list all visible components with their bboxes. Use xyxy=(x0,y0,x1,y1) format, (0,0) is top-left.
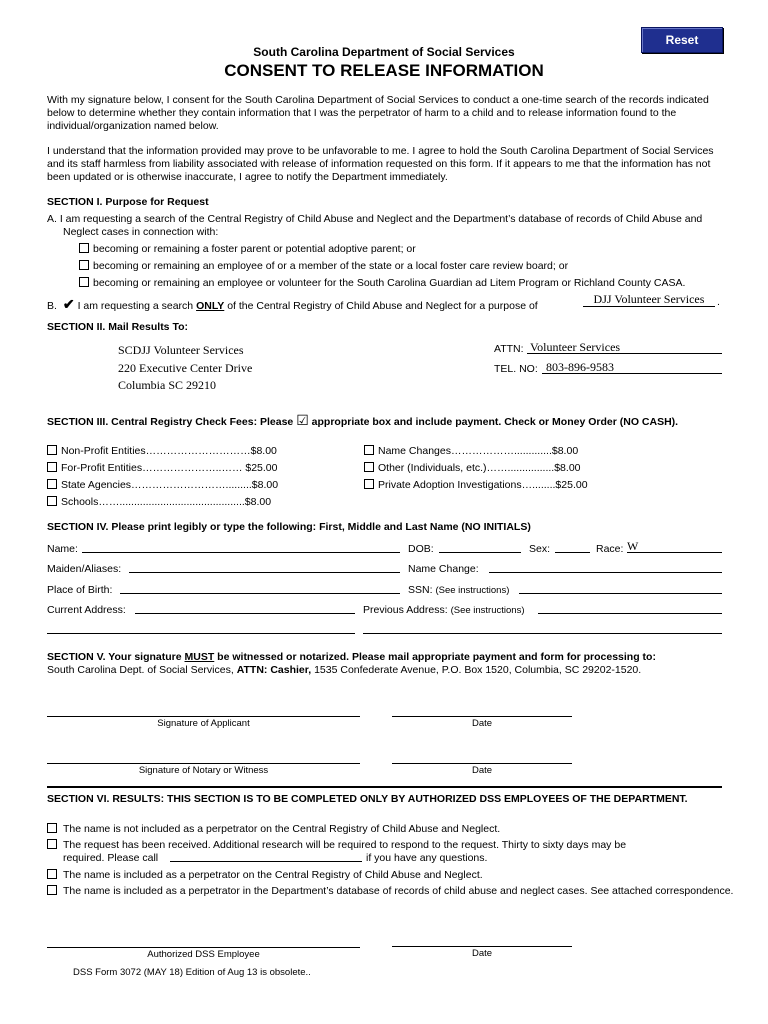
notary-signature-line[interactable] xyxy=(47,763,360,764)
checkbox-private-adoption[interactable] xyxy=(364,479,374,489)
result-additional-research[interactable]: The request has been received. Additional research will be required to respond to the request. Thirty to sixty days may be xyxy=(47,839,626,851)
section-1-heading: SECTION I. Purpose for Request xyxy=(47,196,209,208)
fee-name-changes[interactable]: Name Changes……………….............$8.00 xyxy=(364,445,578,457)
result-call-prefix: required. Please call xyxy=(63,852,159,864)
checkbox-other-individuals[interactable] xyxy=(364,462,374,472)
previous-address-label: Previous Address: (See instructions) xyxy=(363,604,525,616)
pob-input[interactable] xyxy=(120,593,400,594)
checkbox-included-registry[interactable] xyxy=(47,869,57,879)
attn-value[interactable]: Volunteer Services xyxy=(530,340,621,354)
purpose-line xyxy=(583,306,715,307)
result-included-database[interactable]: The name is included as a perpetrator in the Department’s database of records of child abuse and neglect cases. See attached correspondence. xyxy=(47,885,743,898)
dss-date-label: Date xyxy=(471,948,493,959)
checkbox-checked-icon: ☑ xyxy=(296,412,309,428)
dob-input[interactable] xyxy=(439,552,521,553)
result-not-included[interactable]: The name is not included as a perpetrator on the Central Registry of Child Abuse and Neglect. xyxy=(47,823,500,835)
tel-value[interactable]: 803-896-9583 xyxy=(546,360,614,374)
checkbox-non-profit[interactable] xyxy=(47,445,57,455)
applicant-date-label: Date xyxy=(471,718,493,729)
tel-line xyxy=(542,373,722,374)
fee-schools[interactable]: Schools……...........................................$8.00 xyxy=(47,496,271,508)
fee-other-individuals[interactable]: Other (Individuals, etc.)……................$8.00 xyxy=(364,462,581,474)
reset-button[interactable]: Reset xyxy=(641,27,723,53)
form-title: CONSENT TO RELEASE INFORMATION xyxy=(224,61,544,80)
previous-address-input-2[interactable] xyxy=(363,633,722,634)
checkbox-included-database[interactable] xyxy=(47,885,57,895)
section-5-heading: SECTION V. Your signature MUST be witnessed or notarized. Please mail appropriate payment and form for processing to: xyxy=(47,651,656,663)
purpose-period: . xyxy=(717,296,720,308)
maiden-label: Maiden/Aliases: xyxy=(47,563,122,575)
ssn-label: SSN: (See instructions) xyxy=(408,584,510,596)
race-label: Race: xyxy=(596,543,624,555)
checkbox-for-profit[interactable] xyxy=(47,462,57,472)
fee-state-agencies[interactable]: State Agencies……………………….........$8.00 xyxy=(47,479,278,491)
race-line xyxy=(627,552,722,553)
result-call-suffix: if you have any questions. xyxy=(366,852,488,864)
section-3-heading: SECTION III. Central Registry Check Fees: Please ☑ appropriate box and include payment. Check or Money Order (NO CASH). xyxy=(47,412,679,428)
section-1-b-row: B. ✔ I am requesting a search ONLY of the Central Registry of Child Abuse and Neglect for a purpose of xyxy=(47,296,538,312)
option-foster-parent[interactable]: becoming or remaining a foster parent or potential adoptive parent; or xyxy=(79,243,416,255)
notary-signature-label: Signature of Notary or Witness xyxy=(138,765,269,776)
checkmark-icon[interactable]: ✔ xyxy=(62,296,75,312)
agency-name: South Carolina Department of Social Services xyxy=(253,45,515,59)
section-6-divider xyxy=(47,786,722,788)
notary-date-line[interactable] xyxy=(392,763,572,764)
ssn-input[interactable] xyxy=(519,593,722,594)
purpose-value[interactable]: DJJ Volunteer Services xyxy=(593,292,705,306)
checkbox-guardian-ad-litem[interactable] xyxy=(79,277,89,287)
applicant-signature-line[interactable] xyxy=(47,716,360,717)
checkbox-review-board[interactable] xyxy=(79,260,89,270)
name-change-input[interactable] xyxy=(489,572,722,573)
option-guardian-ad-litem[interactable]: becoming or remaining an employee or volunteer for the South Carolina Guardian ad Litem Program or Richland County CASA. xyxy=(79,277,685,289)
section-2-heading: SECTION II. Mail Results To: xyxy=(47,321,188,333)
mail-address-line-1[interactable]: SCDJJ Volunteer Services xyxy=(118,343,244,357)
checkbox-additional-research[interactable] xyxy=(47,839,57,849)
mailing-address: South Carolina Dept. of Social Services, ATTN: Cashier, 1535 Confederate Avenue, P.O. Box 1520, Columbia, SC 29202-1520. xyxy=(47,664,642,676)
fee-for-profit[interactable]: For-Profit Entities…………………..…… $25.00 xyxy=(47,462,277,474)
mail-address-line-2[interactable]: 220 Executive Center Drive xyxy=(118,361,253,375)
maiden-input[interactable] xyxy=(129,572,400,573)
current-address-input-2[interactable] xyxy=(47,633,355,634)
consent-paragraph: With my signature below, I consent for the South Carolina Department of Social Services to conduct a one-time search of the records indicated below to determine whether they contain information that I was the perpetrator of harm to a child and to release information found to the individual/organization named below. xyxy=(47,94,709,132)
fee-non-profit[interactable]: Non-Profit Entities…………………………$8.00 xyxy=(47,445,277,457)
checkbox-schools[interactable] xyxy=(47,496,57,506)
section-1-a-text: A. I am requesting a search of the Central Registry of Child Abuse and Neglect and the Department’s database of records of Child Abuse and Neglect cases in connection with: xyxy=(47,213,703,238)
checkbox-not-included[interactable] xyxy=(47,823,57,833)
name-change-label: Name Change: xyxy=(408,563,479,575)
liability-paragraph: I understand that the information provided may prove to be unfavorable to me. I agree to hold the South Carolina Department of Social Services and its staff harmless from liability associated with release of information requested on this form. If it appears to me that the information has not been updated or is otherwise inaccurate, I agree to notify the Department immediately. xyxy=(47,145,714,183)
name-input[interactable] xyxy=(82,552,400,553)
current-address-input[interactable] xyxy=(135,613,355,614)
dss-employee-signature-line[interactable] xyxy=(47,947,360,948)
option-review-board[interactable]: becoming or remaining an employee of or a member of the state or a local foster care review board; or xyxy=(79,260,568,272)
dss-date-line[interactable] xyxy=(392,946,572,947)
mail-address-line-3[interactable]: Columbia SC 29210 xyxy=(118,378,217,392)
applicant-signature-label: Signature of Applicant xyxy=(157,718,250,729)
attn-line xyxy=(527,353,722,354)
checkbox-foster-parent[interactable] xyxy=(79,243,89,253)
race-value[interactable]: W xyxy=(627,539,639,553)
result-included-registry[interactable]: The name is included as a perpetrator on the Central Registry of Child Abuse and Neglect. xyxy=(47,869,483,881)
sex-input[interactable] xyxy=(555,552,590,553)
previous-address-input[interactable] xyxy=(538,613,722,614)
checkbox-name-changes[interactable] xyxy=(364,445,374,455)
applicant-date-line[interactable] xyxy=(392,716,572,717)
section-4-heading: SECTION IV. Please print legibly or type the following: First, Middle and Last Name (NO INITIALS) xyxy=(47,521,531,533)
dob-label: DOB: xyxy=(408,543,434,555)
section-6-heading: SECTION VI. RESULTS: THIS SECTION IS TO BE COMPLETED ONLY BY AUTHORIZED DSS EMPLOYEES OF THE DEPARTMENT. xyxy=(47,793,688,805)
checkbox-state-agencies[interactable] xyxy=(47,479,57,489)
dss-employee-label: Authorized DSS Employee xyxy=(147,949,260,960)
call-phone-input[interactable] xyxy=(170,861,362,862)
pob-label: Place of Birth: xyxy=(47,584,113,596)
form-footer: DSS Form 3072 (MAY 18) Edition of Aug 13 is obsolete.. xyxy=(73,967,311,978)
current-address-label: Current Address: xyxy=(47,604,126,616)
notary-date-label: Date xyxy=(471,765,493,776)
sex-label: Sex: xyxy=(529,543,551,555)
attn-label: ATTN: xyxy=(494,343,524,355)
name-label: Name: xyxy=(47,543,78,555)
tel-label: TEL. NO: xyxy=(494,363,538,375)
fee-private-adoption[interactable]: Private Adoption Investigations…........$25.00 xyxy=(364,479,588,491)
